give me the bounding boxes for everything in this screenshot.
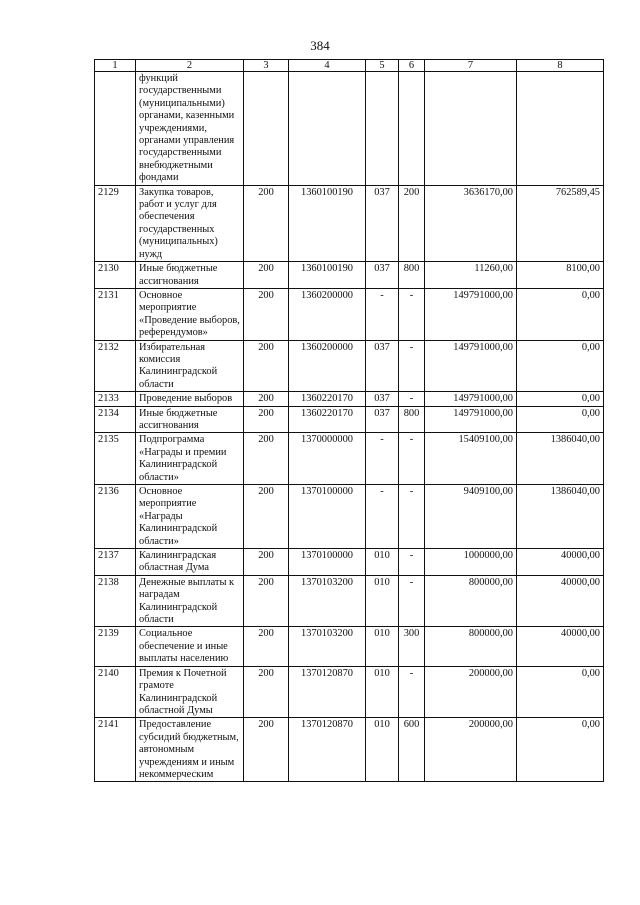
row-name-cell: Подпрограмма «Награды и премии Калининградской области» — [136, 433, 244, 485]
row-amount-7-cell: 9409100,00 — [425, 485, 517, 549]
row-code-3-cell: 200 — [244, 718, 289, 782]
row-name-cell: Социальное обеспечение и иные выплаты населению — [136, 627, 244, 666]
row-target-article-cell: 1360220170 — [289, 392, 366, 406]
row-amount-7-cell: 1000000,00 — [425, 549, 517, 576]
row-number-cell: 2136 — [95, 485, 136, 549]
row-code-6-cell — [399, 72, 425, 186]
row-name-cell: Проведение выборов — [136, 392, 244, 406]
table-row — [95, 718, 604, 782]
row-target-article-cell: 1360100190 — [289, 185, 366, 261]
row-number-cell: 2135 — [95, 433, 136, 485]
row-code-5-cell: 010 — [366, 666, 399, 718]
row-code-3-cell: 200 — [244, 340, 289, 392]
row-target-article-cell: 1370100000 — [289, 549, 366, 576]
row-amount-8-cell: 40000,00 — [517, 627, 604, 666]
row-name-cell: Иные бюджетные ассигнования — [136, 262, 244, 289]
row-code-3-cell: 200 — [244, 185, 289, 261]
row-amount-7-cell: 200000,00 — [425, 666, 517, 718]
row-code-5-cell: 010 — [366, 718, 399, 782]
row-code-3-cell: 200 — [244, 406, 289, 433]
row-number-cell: 2130 — [95, 262, 136, 289]
row-number-cell: 2132 — [95, 340, 136, 392]
row-number-cell: 2129 — [95, 185, 136, 261]
table-row — [95, 666, 604, 718]
row-code-6-cell: - — [399, 666, 425, 718]
table-row — [95, 262, 604, 289]
header-row — [95, 60, 604, 72]
row-amount-7-cell: 149791000,00 — [425, 288, 517, 340]
row-amount-8-cell: 0,00 — [517, 718, 604, 782]
row-amount-8-cell: 0,00 — [517, 666, 604, 718]
row-amount-8-cell: 1386040,00 — [517, 485, 604, 549]
row-code-6-cell: 800 — [399, 406, 425, 433]
row-name-cell: Премия к Почетной грамоте Калининградской областной Думы — [136, 666, 244, 718]
row-name-cell: Закупка товаров, работ и услуг для обеспечения государственных (муниципальных) нужд — [136, 185, 244, 261]
row-amount-8-cell: 762589,45 — [517, 185, 604, 261]
row-amount-8-cell: 1386040,00 — [517, 433, 604, 485]
row-amount-8-cell: 0,00 — [517, 406, 604, 433]
row-amount-7-cell: 200000,00 — [425, 718, 517, 782]
row-amount-8-cell: 0,00 — [517, 340, 604, 392]
row-number-cell: 2139 — [95, 627, 136, 666]
row-name-cell: Денежные выплаты к наградам Калининградской области — [136, 575, 244, 627]
row-code-5-cell: 037 — [366, 185, 399, 261]
row-code-5-cell: 010 — [366, 575, 399, 627]
row-target-article-cell: 1370103200 — [289, 627, 366, 666]
header-cell: 7 — [425, 60, 517, 72]
row-target-article-cell: 1370103200 — [289, 575, 366, 627]
row-code-5-cell: 010 — [366, 627, 399, 666]
row-code-5-cell: - — [366, 433, 399, 485]
header-cell: 1 — [95, 60, 136, 72]
table-row — [95, 340, 604, 392]
page-number: 384 — [310, 38, 330, 53]
row-name-cell: Избирательная комиссия Калининградской области — [136, 340, 244, 392]
row-code-3-cell: 200 — [244, 433, 289, 485]
row-name-cell: Основное мероприятие «Проведение выборов, референдумов» — [136, 288, 244, 340]
row-amount-8-cell: 8100,00 — [517, 262, 604, 289]
row-code-3-cell: 200 — [244, 549, 289, 576]
row-code-5-cell: 037 — [366, 340, 399, 392]
row-number-cell: 2133 — [95, 392, 136, 406]
row-code-5-cell: - — [366, 485, 399, 549]
row-target-article-cell: 1370000000 — [289, 433, 366, 485]
row-code-6-cell: - — [399, 549, 425, 576]
header-cell: 8 — [517, 60, 604, 72]
header-cell: 5 — [366, 60, 399, 72]
row-number-cell — [95, 72, 136, 186]
table-row — [95, 72, 604, 186]
row-code-6-cell: - — [399, 288, 425, 340]
row-code-6-cell: - — [399, 340, 425, 392]
table-row — [95, 575, 604, 627]
row-amount-7-cell: 149791000,00 — [425, 406, 517, 433]
table-body — [95, 72, 604, 782]
row-amount-7-cell: 11260,00 — [425, 262, 517, 289]
row-target-article-cell: 1370100000 — [289, 485, 366, 549]
table-row — [95, 288, 604, 340]
row-number-cell: 2137 — [95, 549, 136, 576]
row-amount-8-cell: 40000,00 — [517, 549, 604, 576]
row-amount-7-cell: 800000,00 — [425, 627, 517, 666]
row-name-cell: Калининградская областная Дума — [136, 549, 244, 576]
row-number-cell: 2131 — [95, 288, 136, 340]
row-code-3-cell: 200 — [244, 392, 289, 406]
row-code-5-cell: 037 — [366, 262, 399, 289]
row-code-6-cell: 200 — [399, 185, 425, 261]
row-code-6-cell: - — [399, 575, 425, 627]
budget-table — [94, 59, 604, 782]
row-target-article-cell: 1370120870 — [289, 718, 366, 782]
row-code-3-cell: 200 — [244, 666, 289, 718]
row-amount-7-cell: 800000,00 — [425, 575, 517, 627]
row-name-cell: Иные бюджетные ассигнования — [136, 406, 244, 433]
row-target-article-cell: 1370120870 — [289, 666, 366, 718]
row-code-3-cell: 200 — [244, 627, 289, 666]
header-cell: 3 — [244, 60, 289, 72]
row-code-6-cell: 800 — [399, 262, 425, 289]
row-target-article-cell: 1360200000 — [289, 288, 366, 340]
row-code-6-cell: 300 — [399, 627, 425, 666]
row-code-5-cell: 037 — [366, 392, 399, 406]
row-code-6-cell: - — [399, 392, 425, 406]
row-name-cell: функций государственными (муниципальными) органами, казенными учреждениями, органами управления государственными внебюджетными фондами — [136, 72, 244, 186]
table-row — [95, 627, 604, 666]
row-amount-7-cell: 149791000,00 — [425, 392, 517, 406]
row-target-article-cell: 1360100190 — [289, 262, 366, 289]
row-code-6-cell: - — [399, 485, 425, 549]
row-code-3-cell: 200 — [244, 485, 289, 549]
row-amount-8-cell: 0,00 — [517, 392, 604, 406]
row-code-5-cell: - — [366, 288, 399, 340]
row-name-cell: Предоставление субсидий бюджетным, автономным учреждениям и иным некоммерческим — [136, 718, 244, 782]
row-amount-7-cell — [425, 72, 517, 186]
table-row — [95, 392, 604, 406]
table-row — [95, 485, 604, 549]
table-row — [95, 549, 604, 576]
row-number-cell: 2138 — [95, 575, 136, 627]
row-code-3-cell: 200 — [244, 262, 289, 289]
header-cell: 2 — [136, 60, 244, 72]
row-number-cell: 2134 — [95, 406, 136, 433]
row-code-5-cell — [366, 72, 399, 186]
row-code-3-cell: 200 — [244, 288, 289, 340]
row-amount-8-cell — [517, 72, 604, 186]
row-number-cell: 2141 — [95, 718, 136, 782]
row-amount-7-cell: 149791000,00 — [425, 340, 517, 392]
row-amount-7-cell: 15409100,00 — [425, 433, 517, 485]
row-target-article-cell: 1360220170 — [289, 406, 366, 433]
row-target-article-cell — [289, 72, 366, 186]
table-row — [95, 433, 604, 485]
row-code-3-cell: 200 — [244, 575, 289, 627]
row-amount-7-cell: 3636170,00 — [425, 185, 517, 261]
table-row — [95, 406, 604, 433]
header-cell: 4 — [289, 60, 366, 72]
row-target-article-cell: 1360200000 — [289, 340, 366, 392]
row-code-6-cell: - — [399, 433, 425, 485]
row-amount-8-cell: 0,00 — [517, 288, 604, 340]
row-code-3-cell — [244, 72, 289, 186]
row-name-cell: Основное мероприятие «Награды Калининградской области» — [136, 485, 244, 549]
row-number-cell: 2140 — [95, 666, 136, 718]
row-code-5-cell: 037 — [366, 406, 399, 433]
row-code-6-cell: 600 — [399, 718, 425, 782]
row-code-5-cell: 010 — [366, 549, 399, 576]
row-amount-8-cell: 40000,00 — [517, 575, 604, 627]
header-cell: 6 — [399, 60, 425, 72]
table-row — [95, 185, 604, 261]
